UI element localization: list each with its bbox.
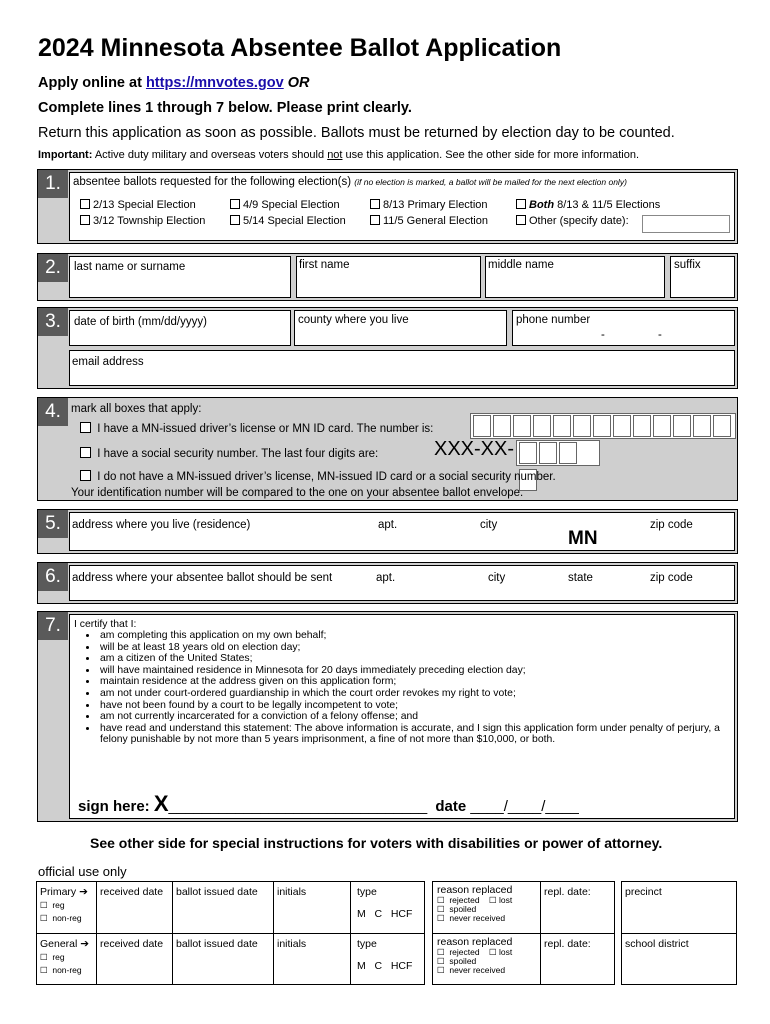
section-2 — [37, 253, 738, 301]
mailing-city-label: city — [488, 572, 506, 584]
county-field[interactable] — [294, 310, 507, 346]
general-issued: ballot issued date — [173, 934, 274, 985]
email-label: email address — [72, 356, 144, 368]
checkbox-4-9[interactable] — [230, 199, 240, 209]
reason-replaced-general — [433, 934, 541, 985]
return-line: Return this application as soon as possible. Ballots must be returned by election day to be counted. — [38, 125, 675, 141]
primary-issued: ballot issued date — [173, 882, 274, 933]
cert-item: • have not been found by a court to be legally incompetent to vote; — [98, 700, 730, 712]
suffix-field[interactable] — [670, 256, 735, 298]
general-reg-label: reg — [52, 952, 65, 962]
important-text-before: Active duty military and overseas voters should — [94, 149, 325, 161]
id-footer: Your identification number will be compared to the one on your absentee ballot envelope. — [71, 487, 524, 499]
id-option-license[interactable] — [80, 422, 433, 435]
primary-received: received date — [97, 882, 173, 933]
sign-x: X — [153, 791, 169, 816]
section-1 — [37, 169, 738, 244]
reason-replaced-primary — [433, 882, 541, 933]
ssn-label: I have a social security number. The last four digits are: — [97, 448, 379, 460]
never-label: never received — [449, 965, 506, 975]
general-reg[interactable]: ☐ reg — [40, 952, 65, 962]
mailing-address-field[interactable] — [69, 565, 735, 601]
license-number-boxes[interactable] — [470, 413, 736, 439]
ssn-prefix: XXX-XX- — [434, 438, 515, 460]
residence-apt-label: apt. — [378, 519, 398, 531]
mailing-state-label: state — [568, 572, 593, 584]
checkbox-11-5[interactable] — [370, 215, 380, 225]
certification-intro: I certify that I: — [74, 619, 137, 630]
general-label — [40, 938, 93, 950]
phone-dash-2: - — [658, 329, 662, 341]
rejected-label: rejected — [449, 947, 480, 957]
replacement-table — [432, 881, 615, 985]
primary-type — [351, 882, 424, 933]
official-use-label: official use only — [38, 864, 127, 879]
other-date-field[interactable] — [642, 215, 730, 233]
rejected-label: rejected — [449, 895, 480, 905]
certification-box — [69, 614, 735, 819]
precinct-cell: precinct — [625, 886, 662, 898]
phone-label: phone number — [516, 314, 591, 326]
important-label: Important: — [38, 149, 93, 161]
section-5 — [37, 509, 738, 554]
checkbox-2-13[interactable] — [80, 199, 90, 209]
ssn-digit-boxes[interactable] — [516, 440, 600, 466]
spoiled-label: spoiled — [449, 956, 477, 966]
lost-label: lost — [499, 947, 513, 957]
option-both[interactable] — [516, 199, 660, 211]
primary-cell — [37, 882, 97, 933]
option-3-12[interactable] — [80, 215, 205, 227]
middle-name-label: middle name — [488, 259, 554, 271]
option-other-label: Other (specify date): — [529, 215, 629, 227]
option-3-12-label: 3/12 Township Election — [93, 215, 206, 227]
dob-label: date of birth (mm/dd/yyyy) — [74, 316, 207, 328]
reason-rejected[interactable]: ☐ rejected ☐ lost — [437, 895, 513, 905]
important-text-after: use this application. See the other side for more information. — [345, 149, 640, 161]
general-type — [351, 934, 424, 985]
residence-address-label: address where you live (residence) — [72, 519, 251, 531]
arrow-right-icon: ➔ — [80, 938, 90, 950]
instructions-line: Complete lines 1 through 7 below. Please print clearly. — [38, 100, 412, 116]
section-3 — [37, 307, 738, 389]
option-4-9-label: 4/9 Special Election — [243, 199, 340, 211]
apply-online-prefix: Apply online at — [38, 75, 142, 91]
general-nonreg-label: non-reg — [52, 965, 82, 975]
checkbox-8-13[interactable] — [370, 199, 380, 209]
checkbox-other[interactable] — [516, 215, 526, 225]
general-cell — [37, 934, 97, 985]
general-type-options: M C HCF — [357, 960, 413, 972]
election-note: (if no election is marked, a ballot will be mailed for the next election only) — [354, 177, 627, 187]
general-initials: initials — [274, 934, 351, 985]
see-other-side-note: See other side for special instructions for voters with disabilities or power of attorney. — [90, 835, 663, 851]
never-label: never received — [449, 913, 506, 923]
mailing-zip-label: zip code — [650, 572, 693, 584]
cert-item: • have read and understand this statement: The above information is accurate, and I sign this application form under penalty of perjury, a felony punishable by not more than 5 years imprisonment, a fine of not more than $10,000, or both. — [98, 723, 730, 746]
phone-dash-1: - — [601, 329, 605, 341]
general-nonreg[interactable]: ☐ non-reg — [40, 965, 82, 975]
section-6 — [37, 562, 738, 604]
option-11-5-label: 11/5 General Election — [383, 215, 488, 227]
option-8-13-label: 8/13 Primary Election — [383, 199, 488, 211]
cert-item: • maintain residence at the address given on this application form; — [98, 676, 730, 688]
election-selection-box — [69, 172, 735, 241]
section-number-7: 7. — [38, 612, 68, 640]
cert-item: • am completing this application on my own behalf; — [98, 630, 730, 642]
reason-label: reason replaced — [437, 884, 513, 896]
primary-type-options: M C HCF — [357, 908, 413, 920]
signature-line[interactable] — [78, 791, 579, 817]
general-type-label: type — [357, 938, 377, 950]
reason-rejected[interactable]: ☐ rejected ☐ lost — [437, 947, 513, 957]
primary-label — [40, 886, 93, 898]
id-option-none[interactable] — [80, 470, 556, 483]
option-2-13-label: 2/13 Special Election — [93, 199, 196, 211]
suffix-label: suffix — [674, 259, 701, 271]
school-district-cell: school district — [625, 938, 689, 950]
official-use-table — [36, 881, 425, 985]
arrow-right-icon: ➔ — [79, 886, 88, 898]
residence-state-value: MN — [568, 528, 598, 549]
repl-date-general: repl. date: — [544, 938, 591, 950]
residence-city-label: city — [480, 519, 498, 531]
date-label: date — [435, 798, 467, 815]
primary-initials: initials — [274, 882, 351, 933]
important-note — [38, 149, 639, 161]
option-other[interactable] — [516, 215, 629, 227]
general-text: General — [40, 938, 78, 950]
last-name-field[interactable] — [69, 256, 291, 298]
primary-nonreg-label: non-reg — [52, 913, 82, 923]
option-8-13[interactable] — [370, 199, 488, 211]
date-blank[interactable]: ____/____/____ — [470, 798, 579, 815]
id-option-ssn[interactable] — [80, 447, 378, 460]
cert-item: • will have maintained residence in Minnesota for 20 days immediately preceding election day; — [98, 665, 730, 677]
residence-address-field[interactable] — [69, 512, 735, 551]
license-label: I have a MN-issued driver’s license or MN ID card. The number is: — [97, 423, 434, 435]
section-number-2: 2. — [38, 254, 68, 282]
reason-never[interactable]: ☐ never received — [437, 965, 506, 975]
primary-reg[interactable]: ☐ reg — [40, 900, 65, 910]
cert-item: • am a citizen of the United States; — [98, 653, 730, 665]
sign-here-label: sign here: — [78, 798, 150, 815]
first-name-label: first name — [299, 259, 350, 271]
precinct-table — [621, 881, 737, 985]
option-2-13[interactable] — [80, 199, 196, 211]
section-number-1: 1. — [38, 170, 68, 198]
reason-spoiled[interactable]: ☐ spoiled — [437, 956, 477, 966]
signature-blank[interactable]: _______________________________ — [168, 798, 428, 815]
checkbox-3-12[interactable] — [80, 215, 90, 225]
middle-name-field[interactable] — [485, 256, 665, 298]
both-word: Both — [529, 199, 555, 211]
primary-type-label: type — [357, 886, 377, 898]
section-number-5: 5. — [38, 510, 68, 538]
reason-never[interactable]: ☐ never received — [437, 913, 506, 923]
cert-item: • am not currently incarcerated for a conviction of a felony offense; and — [98, 711, 730, 723]
mnvotes-link[interactable]: https://mnvotes.gov — [145, 75, 284, 91]
mailing-apt-label: apt. — [376, 572, 396, 584]
election-heading-text: absentee ballots requested for the following election(s) — [73, 176, 352, 188]
cert-item: • will be at least 18 years old on election day; — [98, 642, 730, 654]
primary-text: Primary — [40, 886, 77, 898]
repl-date-primary: repl. date: — [544, 886, 591, 898]
phone-field[interactable] — [512, 310, 735, 346]
checkbox-license[interactable] — [80, 422, 91, 433]
important-not: not — [327, 149, 343, 161]
id-heading: mark all boxes that apply: — [71, 403, 202, 415]
apply-online-line — [38, 75, 310, 91]
section-number-6: 6. — [38, 563, 68, 591]
section-number-3: 3. — [38, 308, 68, 336]
election-heading — [73, 176, 627, 188]
spoiled-label: spoiled — [449, 904, 477, 914]
mailing-address-label: address where your absentee ballot should be sent — [72, 572, 333, 584]
checkbox-ssn[interactable] — [80, 447, 91, 458]
last-name-label: last name or surname — [74, 261, 186, 273]
residence-zip-label: zip code — [650, 519, 693, 531]
cert-item: • am not under court-ordered guardianship in which the court order revokes my right to vote; — [98, 688, 730, 700]
dob-field[interactable] — [69, 310, 291, 346]
county-label: county where you live — [298, 314, 409, 326]
lost-label: lost — [499, 895, 513, 905]
option-5-14-label: 5/14 Special Election — [243, 215, 346, 227]
general-received: received date — [97, 934, 173, 985]
checkbox-no-id[interactable] — [80, 470, 91, 481]
email-field[interactable] — [69, 350, 735, 386]
first-name-field[interactable] — [296, 256, 481, 298]
reason-spoiled[interactable]: ☐ spoiled — [437, 904, 477, 914]
no-id-label: I do not have a MN-issued driver’s license, MN-issued ID card or a social security number. — [97, 471, 556, 483]
certification-list — [74, 630, 730, 746]
section-7 — [37, 611, 738, 822]
primary-nonreg[interactable]: ☐ non-reg — [40, 913, 82, 923]
primary-reg-label: reg — [52, 900, 65, 910]
section-4 — [37, 397, 738, 501]
option-both-label: 8/13 & 11/5 Elections — [557, 199, 661, 211]
or-text: OR — [287, 75, 310, 91]
checkbox-5-14[interactable] — [230, 215, 240, 225]
reason-label: reason replaced — [437, 936, 513, 948]
option-11-5[interactable] — [370, 215, 488, 227]
option-5-14[interactable] — [230, 215, 346, 227]
option-4-9[interactable] — [230, 199, 340, 211]
checkbox-both[interactable] — [516, 199, 526, 209]
section-number-4: 4. — [38, 398, 68, 426]
page-title: 2024 Minnesota Absentee Ballot Application — [38, 34, 562, 62]
